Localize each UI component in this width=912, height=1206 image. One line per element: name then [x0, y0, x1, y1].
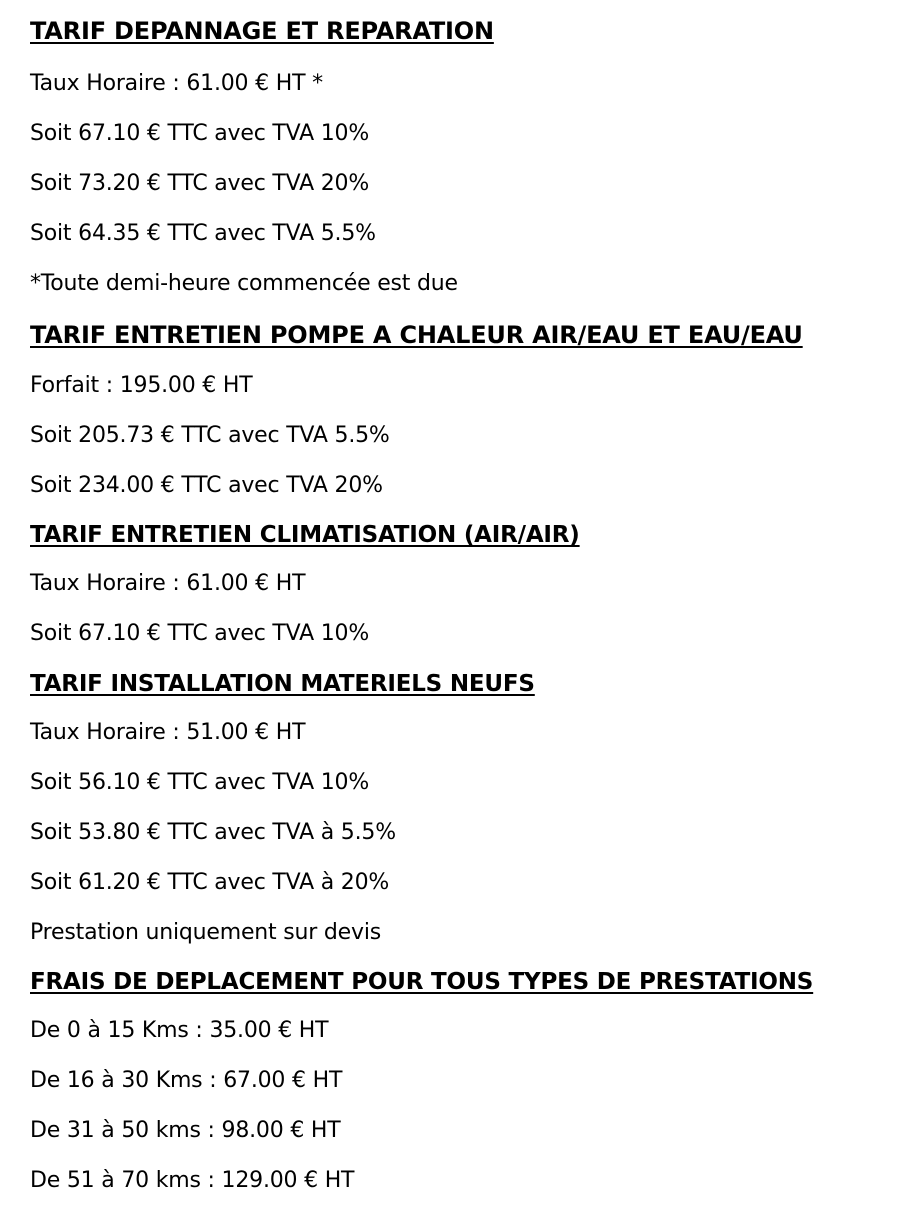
install-hourly-rate: Taux Horaire : 51.00 € HT: [30, 720, 306, 745]
section-title-climatisation: TARIF ENTRETIEN CLIMATISATION (AIR/AIR): [30, 522, 580, 548]
deplacement-51-70: De 51 à 70 kms : 129.00 € HT: [30, 1168, 355, 1193]
deplacement-16-30: De 16 à 30 Kms : 67.00 € HT: [30, 1068, 343, 1093]
depannage-ttc-10: Soit 67.10 € TTC avec TVA 10%: [30, 121, 370, 146]
pompe-ttc-5-5: Soit 205.73 € TTC avec TVA 5.5%: [30, 423, 390, 448]
clim-hourly-rate: Taux Horaire : 61.00 € HT: [30, 571, 306, 596]
depannage-hourly-rate: Taux Horaire : 61.00 € HT *: [30, 71, 323, 96]
section-title-depannage: TARIF DEPANNAGE ET REPARATION: [30, 17, 494, 45]
install-note: Prestation uniquement sur devis: [30, 920, 381, 945]
pompe-forfait: Forfait : 195.00 € HT: [30, 373, 253, 398]
deplacement-31-50: De 31 à 50 kms : 98.00 € HT: [30, 1118, 341, 1143]
deplacement-0-15: De 0 à 15 Kms : 35.00 € HT: [30, 1018, 329, 1043]
depannage-footnote: *Toute demi-heure commencée est due: [30, 271, 458, 296]
clim-ttc-10: Soit 67.10 € TTC avec TVA 10%: [30, 621, 370, 646]
section-title-pompe-chaleur: TARIF ENTRETIEN POMPE A CHALEUR AIR/EAU ET EAU/EAU: [30, 321, 803, 349]
section-title-deplacement: FRAIS DE DEPLACEMENT POUR TOUS TYPES DE PRESTATIONS: [30, 969, 814, 995]
install-ttc-10: Soit 56.10 € TTC avec TVA 10%: [30, 770, 370, 795]
section-title-installation: TARIF INSTALLATION MATERIELS NEUFS: [30, 671, 535, 697]
install-ttc-5-5: Soit 53.80 € TTC avec TVA à 5.5%: [30, 820, 396, 845]
depannage-ttc-20: Soit 73.20 € TTC avec TVA 20%: [30, 171, 370, 196]
depannage-ttc-5-5: Soit 64.35 € TTC avec TVA 5.5%: [30, 221, 376, 246]
pompe-ttc-20: Soit 234.00 € TTC avec TVA 20%: [30, 473, 383, 498]
install-ttc-20: Soit 61.20 € TTC avec TVA à 20%: [30, 870, 390, 895]
